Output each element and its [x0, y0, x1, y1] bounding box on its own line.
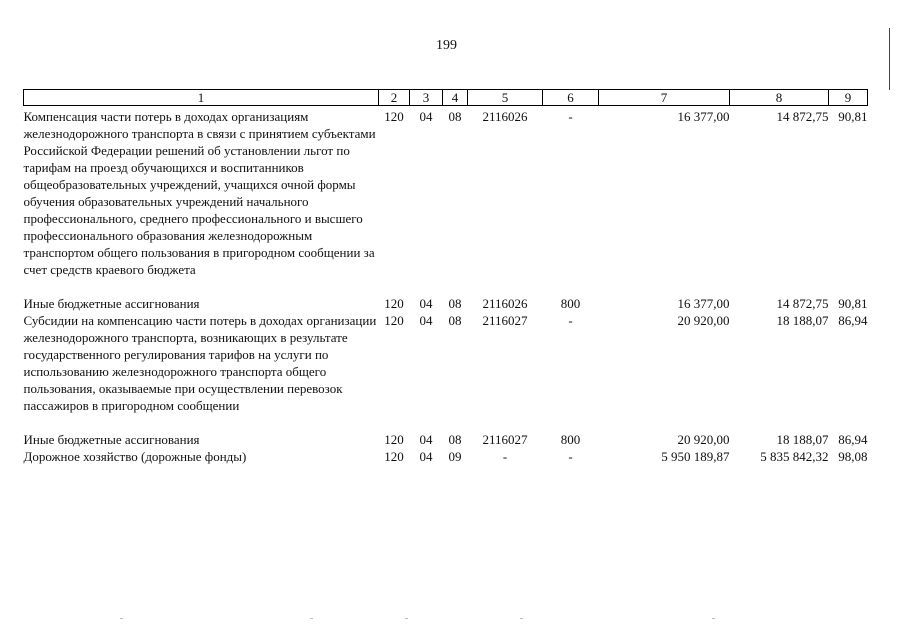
row-c5: 2116027	[482, 313, 528, 328]
row-c6: 800	[560, 296, 581, 311]
row-c3: 04	[419, 449, 433, 464]
row-c7: 20 920,00	[677, 432, 730, 447]
row-name: Иные бюджетные ассигнования	[23, 296, 200, 311]
row-c7: 16 377,00	[677, 109, 730, 124]
row-c4: 08	[448, 296, 462, 311]
row-c8: 5 835 842,32	[760, 449, 829, 464]
row-c4: 08	[448, 432, 462, 447]
row-c2: 120	[384, 313, 404, 328]
row-c4: 08	[448, 109, 462, 124]
table-header-row	[24, 90, 868, 106]
column-header-6: 6	[543, 90, 599, 106]
row-c9: 98,08	[838, 449, 868, 464]
table-row	[24, 295, 868, 312]
row-c6: 800	[560, 432, 581, 447]
column-header-4: 4	[443, 90, 468, 106]
row-c5: -	[502, 449, 508, 464]
scan-speck	[310, 618, 313, 619]
table-row	[24, 431, 868, 448]
column-header-5: 5	[468, 90, 543, 106]
row-c9: 90,81	[838, 109, 868, 124]
row-c3: 04	[419, 109, 433, 124]
row-c3: 04	[419, 432, 433, 447]
row-c9: 86,94	[838, 432, 868, 447]
row-c7: 5 950 189,87	[661, 449, 730, 464]
row-c4: 08	[448, 313, 462, 328]
row-c6: -	[568, 109, 573, 124]
row-c5: 2116026	[482, 109, 528, 124]
row-c9: 90,81	[838, 296, 868, 311]
column-header-7: 7	[599, 90, 730, 106]
row-c3: 04	[419, 313, 433, 328]
scan-speck	[520, 618, 523, 619]
spacer-row	[24, 414, 868, 431]
row-c6: -	[568, 449, 573, 464]
row-c3: 04	[419, 296, 433, 311]
row-name: Иные бюджетные ассигнования	[23, 432, 200, 447]
column-header-1: 1	[24, 90, 379, 106]
table-row	[24, 106, 868, 279]
scan-speck	[405, 618, 408, 619]
row-c2: 120	[384, 449, 404, 464]
row-c2: 120	[384, 432, 404, 447]
column-header-3: 3	[410, 90, 443, 106]
row-name: Компенсация части потерь в доходах организациям железнодорожного транспорта в связи с принятием субъектами Российской Федерации решений об установлении льгот по тарифам на проезд обучающихся и воспитанников общеобразовательных учреждений, учащихся очной формы обучения образовательных учреждений начального профессионального, среднего профессионального и высшего профессионального образования железнодорожным транспортом общего пользования в пригородном сообщении за счет средств краевого бюджета	[23, 109, 376, 277]
row-c2: 120	[384, 109, 404, 124]
table-row	[24, 312, 868, 414]
scan-speck	[120, 618, 123, 619]
row-c8: 18 188,07	[776, 313, 829, 328]
row-c6: -	[568, 313, 573, 328]
page-edge-line	[889, 28, 890, 90]
column-header-8: 8	[730, 90, 829, 106]
row-c4: 09	[448, 449, 462, 464]
budget-table	[23, 89, 868, 465]
row-c8: 14 872,75	[776, 109, 829, 124]
row-c5: 2116027	[482, 432, 528, 447]
table-row	[24, 448, 868, 465]
row-c8: 18 188,07	[776, 432, 829, 447]
row-name: Дорожное хозяйство (дорожные фонды)	[23, 449, 247, 464]
scan-speck	[712, 618, 715, 619]
row-c7: 20 920,00	[677, 313, 730, 328]
spacer-row	[24, 278, 868, 295]
row-c9: 86,94	[838, 313, 868, 328]
column-header-9: 9	[829, 90, 868, 106]
row-c5: 2116026	[482, 296, 528, 311]
row-c8: 14 872,75	[776, 296, 829, 311]
column-header-2: 2	[379, 90, 410, 106]
row-c7: 16 377,00	[677, 296, 730, 311]
row-name: Субсидии на компенсацию части потерь в доходах организации железнодорожного транспорта, возникающих в результате государственного регулирования тарифов на услуги по использованию железнодорожного транспорта общего пользования, оказываемые при осуществлении перевозок пассажиров в пригородном сообщении	[23, 313, 377, 413]
page-number: 199	[436, 38, 457, 53]
row-c2: 120	[384, 296, 404, 311]
